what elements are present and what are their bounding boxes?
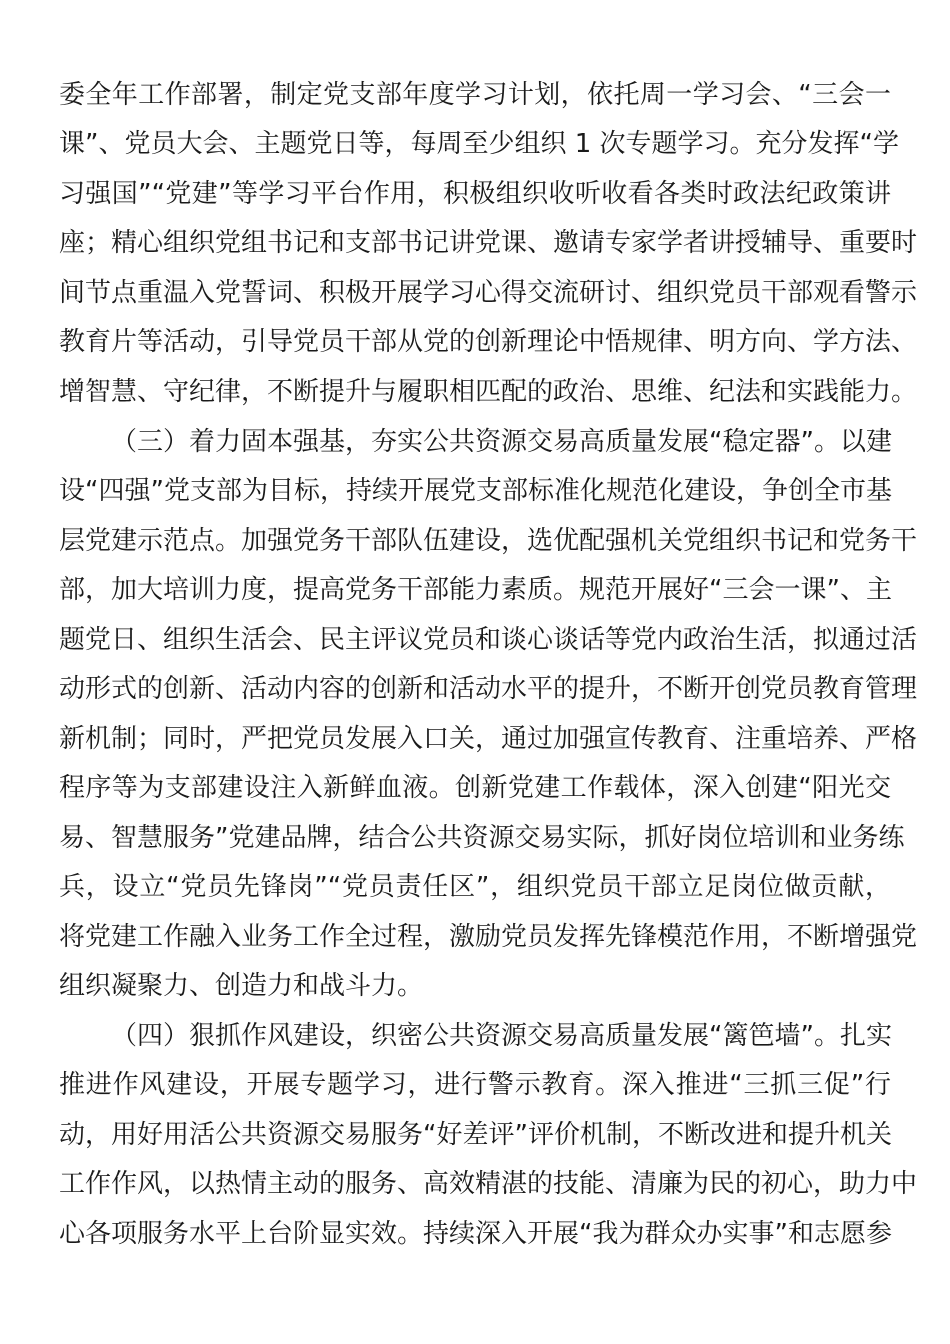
text-line: 程序等为支部建设注入新鲜血液。创新党建工作载体，深入创建“阳光交 bbox=[59, 773, 891, 803]
text-line: 委全年工作部署，制定党支部年度学习计划，依托周一学习会、“三会一 bbox=[59, 80, 891, 110]
text-line: 易、智慧服务”党建品牌，结合公共资源交易实际，抓好岗位培训和业务练 bbox=[59, 823, 905, 853]
text-line: 设“四强”党支部为目标，持续开展党支部标准化规范化建设，争创全市基 bbox=[59, 476, 892, 506]
text-line: 将党建工作融入业务工作全过程，激励党员发挥先锋模范作用，不断增强党 bbox=[59, 922, 918, 952]
text-line: 组织凝聚力、创造力和战斗力。 bbox=[59, 971, 424, 1001]
text-line: 动，用好用活公共资源交易服务“好差评”评价机制，不断改进和提升机关 bbox=[59, 1120, 892, 1150]
text-line: 增智慧、守纪律，不断提升与履职相匹配的政治、思维、纪法和实践能力。 bbox=[59, 377, 918, 407]
text-line: 间节点重温入党誓词、积极开展学习心得交流研讨、组织党员干部观看警示 bbox=[59, 278, 918, 308]
text-line: 心各项服务水平上台阶显实效。持续深入开展“我为群众办实事”和志愿参 bbox=[59, 1219, 892, 1249]
text-line: 推进作风建设，开展专题学习，进行警示教育。深入推进“三抓三促”行 bbox=[59, 1070, 891, 1100]
text-line: 层党建示范点。加强党务干部队伍建设，选优配强机关党组织书记和党务干 bbox=[59, 526, 918, 556]
text-line: 座；精心组织党组书记和支部书记讲党课、邀请专家学者讲授辅导、重要时 bbox=[59, 228, 918, 258]
text-line: 兵，设立“党员先锋岗”“党员责任区”，组织党员干部立足岗位做贡献， bbox=[59, 872, 891, 902]
text-line: 习强国”“党建”等学习平台作用，积极组织收听收看各类时政法纪政策讲 bbox=[59, 179, 891, 209]
text-line: 教育片等活动，引导党员干部从党的创新理论中悟规律、明方向、学方法、 bbox=[59, 327, 918, 357]
text-line: 工作作风，以热情主动的服务、高效精湛的技能、清廉为民的初心，助力中 bbox=[59, 1169, 918, 1199]
section-heading-line: （三）着力固本强基，夯实公共资源交易高质量发展“稳定器”。以建 bbox=[111, 427, 892, 457]
text-line: 题党日、组织生活会、民主评议党员和谈心谈话等党内政治生活，拟通过活 bbox=[59, 625, 918, 655]
text-line: 新机制；同时，严把党员发展入口关，通过加强宣传教育、注重培养、严格 bbox=[59, 724, 918, 754]
text-line: 课”、党员大会、主题党日等，每周至少组织 1 次专题学习。充分发挥“学 bbox=[59, 129, 900, 159]
text-line: 部，加大培训力度，提高党务干部能力素质。规范开展好“三会一课”、主 bbox=[59, 575, 892, 605]
section-heading-line: （四）狠抓作风建设，织密公共资源交易高质量发展“篱笆墙”。扎实 bbox=[111, 1021, 892, 1051]
text-line: 动形式的创新、活动内容的创新和活动水平的提升，不断开创党员教育管理 bbox=[59, 674, 918, 704]
